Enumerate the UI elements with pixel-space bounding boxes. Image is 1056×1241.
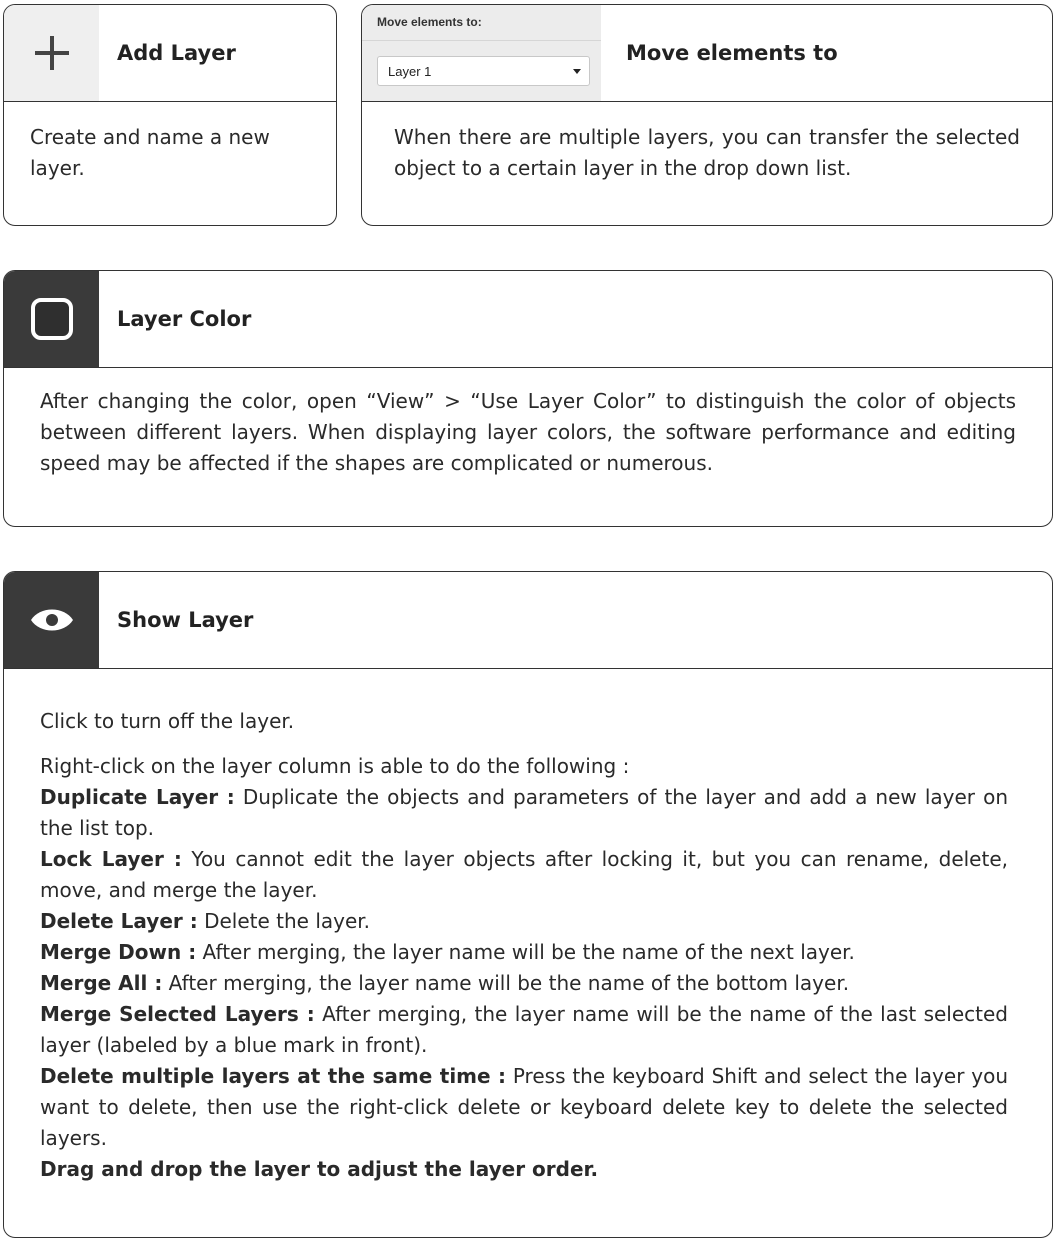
item-text: Delete the layer. xyxy=(197,909,371,933)
item-term: Merge Down : xyxy=(40,940,197,964)
move-elements-panel-label: Move elements to: xyxy=(377,15,482,29)
item-term: Merge All : xyxy=(40,971,163,995)
list-item-merge-selected xyxy=(40,999,1008,1061)
add-layer-button[interactable] xyxy=(4,5,99,101)
add-layer-description: Create and name a new layer. xyxy=(30,125,270,180)
layer-select-value: Layer 1 xyxy=(388,63,432,79)
list-item-lock-layer xyxy=(40,844,1008,906)
list-item-merge-all xyxy=(40,968,1008,999)
layer-color-card xyxy=(3,270,1053,527)
show-layer-card xyxy=(3,571,1053,1238)
move-elements-header xyxy=(362,5,1052,102)
plus-icon xyxy=(32,33,72,73)
item-term: Delete multiple layers at the same time : xyxy=(40,1064,507,1088)
list-item-delete-layer xyxy=(40,906,1008,937)
item-text: After merging, the layer name will be the name of the bottom layer. xyxy=(162,971,850,995)
item-text: Press the keyboard Shift and select the layer you want to delete, then use the right-click delete or keyboard delete key to delete the selected layers. xyxy=(40,1064,1008,1150)
show-layer-toggle[interactable] xyxy=(4,572,99,668)
chevron-down-icon xyxy=(573,69,581,74)
move-elements-panel xyxy=(362,5,601,101)
item-term: Delete Layer : xyxy=(40,909,198,933)
layer-color-description: After changing the color, open “View” > “Use Layer Color” to distinguish the color of objects between different layers. When displaying layer colors, the software performance and editing speed may be affected if the shapes are complicated or numerous. xyxy=(40,389,1016,475)
list-item-delete-multiple xyxy=(40,1061,1008,1154)
move-elements-card xyxy=(361,4,1053,226)
add-layer-title: Add Layer xyxy=(117,41,236,65)
layer-select-dropdown[interactable] xyxy=(377,56,590,86)
item-term: Lock Layer : xyxy=(40,847,182,871)
move-elements-title: Move elements to xyxy=(626,41,838,65)
item-term: Duplicate Layer : xyxy=(40,785,235,809)
add-layer-card xyxy=(3,4,337,226)
layer-color-button[interactable] xyxy=(4,271,99,367)
layer-color-header xyxy=(4,271,1052,368)
list-item-merge-down xyxy=(40,937,1008,968)
item-text: After merging, the layer name will be the name of the last selected layer (labeled by a blue mark in front). xyxy=(40,1002,1008,1057)
item-text: After merging, the layer name will be the name of the next layer. xyxy=(196,940,855,964)
show-layer-intro: Click to turn off the layer. xyxy=(40,709,295,733)
move-elements-description: When there are multiple layers, you can transfer the selected object to a certain layer in the drop down list. xyxy=(394,125,1020,180)
layer-color-title: Layer Color xyxy=(117,307,252,331)
color-square-icon xyxy=(30,297,74,341)
show-layer-header xyxy=(4,572,1052,669)
show-layer-title: Show Layer xyxy=(117,608,254,632)
add-layer-header xyxy=(4,5,336,102)
item-text: You cannot edit the layer objects after locking it, but you can rename, delete, move, and merge the layer. xyxy=(40,847,1008,902)
list-item-duplicate-layer xyxy=(40,782,1008,844)
rightclick-intro: Right-click on the layer column is able to do the following : xyxy=(40,754,630,778)
item-term: Merge Selected Layers : xyxy=(40,1002,315,1026)
show-layer-body xyxy=(40,706,1008,1185)
panel-divider xyxy=(362,40,601,41)
eye-icon xyxy=(28,605,76,635)
show-layer-closing: Drag and drop the layer to adjust the layer order. xyxy=(40,1157,599,1181)
item-text: Duplicate the objects and parameters of the layer and add a new layer on the list top. xyxy=(40,785,1008,840)
